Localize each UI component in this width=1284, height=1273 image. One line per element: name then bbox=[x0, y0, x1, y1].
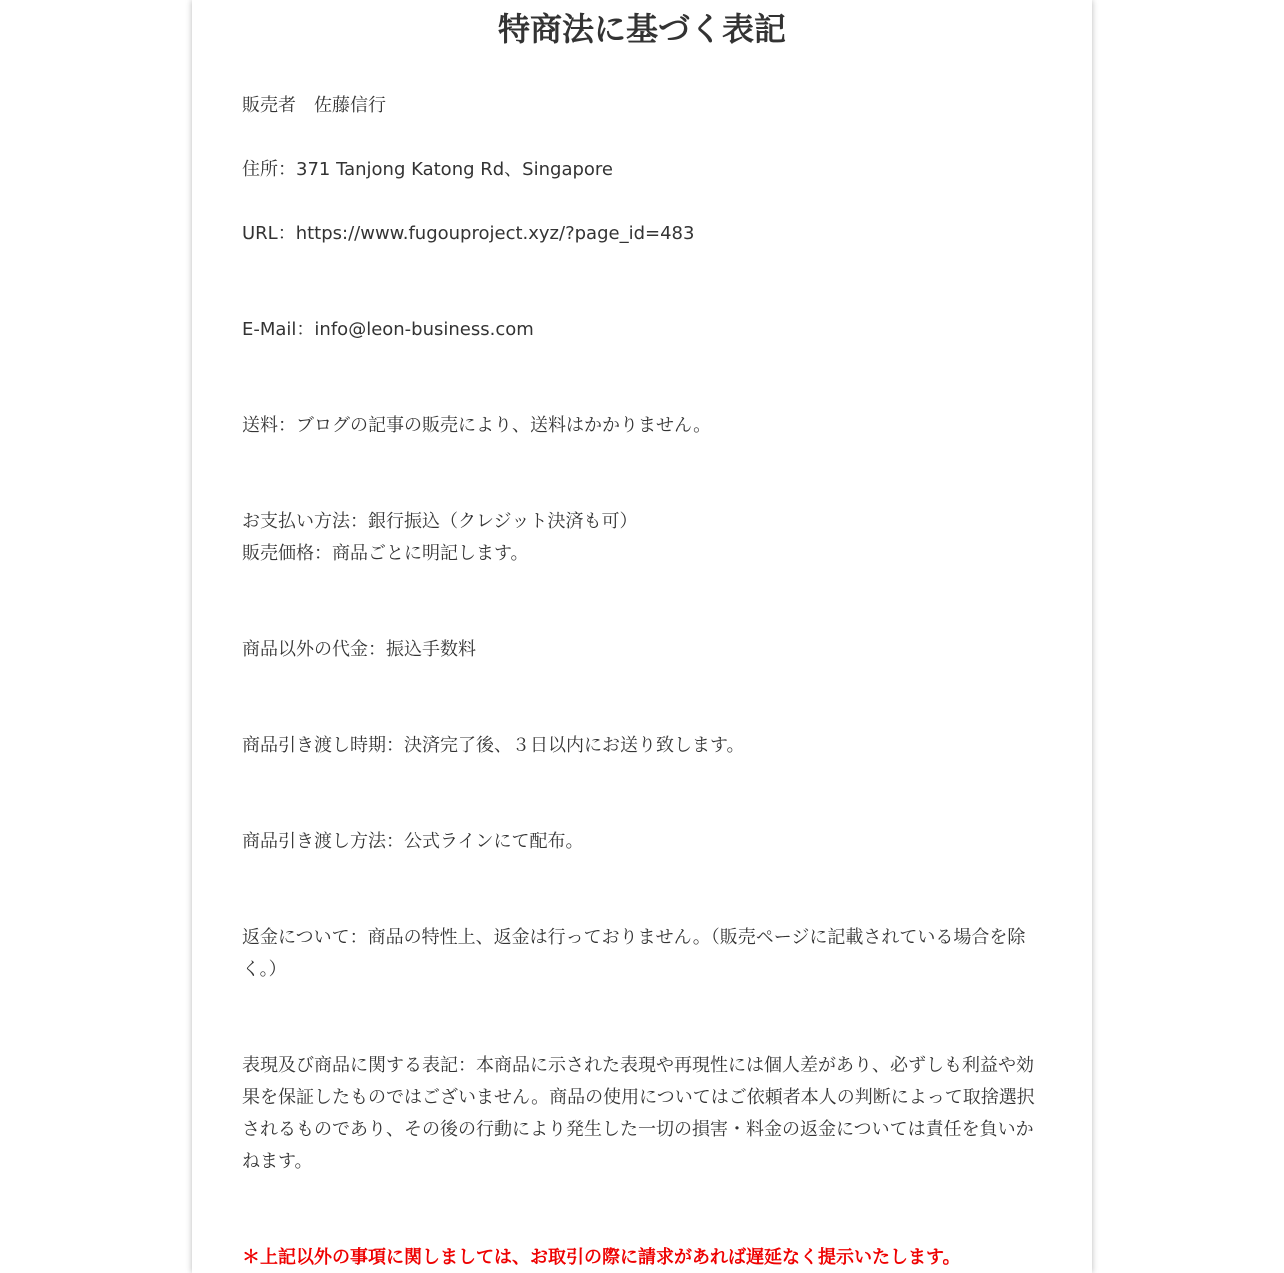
refund-line-2: く。） bbox=[242, 959, 287, 980]
url-line: URL：https://www.fugouproject.xyz/?page_id=483 bbox=[242, 223, 695, 244]
delivery-time-line: 商品引き渡し時期：決済完了後、３日以内にお送り致します。 bbox=[242, 735, 745, 756]
address-line: 住所：371 Tanjong Katong Rd、Singapore bbox=[242, 159, 613, 180]
email-line: E-Mail：info@leon-business.com bbox=[242, 319, 534, 340]
expression-line-2: 果を保証したものではございません。商品の使用についてはご依頼者本人の判断によって取捨選択 bbox=[242, 1087, 1035, 1108]
content-card bbox=[192, 0, 1092, 1273]
expression-line-3: されるものであり、その後の行動により発生した一切の損害・料金の返金については責任を負いか bbox=[242, 1119, 1034, 1140]
payment-method-line: お支払い方法：銀行振込（クレジット決済も可） bbox=[242, 511, 638, 532]
expression-line-1: 表現及び商品に関する表記：本商品に示された表現や再現性には個人差があり、必ずしも利益や効 bbox=[242, 1055, 1034, 1076]
expression-line-4: ねます。 bbox=[242, 1151, 313, 1172]
seller-line: 販売者 佐藤信行 bbox=[242, 95, 386, 116]
price-line: 販売価格：商品ごとに明記します。 bbox=[242, 543, 529, 564]
refund-line-1: 返金について：商品の特性上、返金は行っておりません。（販売ページに記載されている場合を除 bbox=[242, 927, 1026, 948]
other-fees-line: 商品以外の代金：振込手数料 bbox=[242, 639, 476, 660]
notice-line: ＊上記以外の事項に関しましては、お取引の際に請求があれば遅延なく提示いたします。 bbox=[242, 1247, 961, 1268]
page-title: 特商法に基づく表記 bbox=[497, 10, 786, 48]
shipping-line: 送料：ブログの記事の販売により、送料はかかりません。 bbox=[242, 415, 712, 436]
delivery-method-line: 商品引き渡し方法：公式ラインにて配布。 bbox=[242, 831, 584, 852]
